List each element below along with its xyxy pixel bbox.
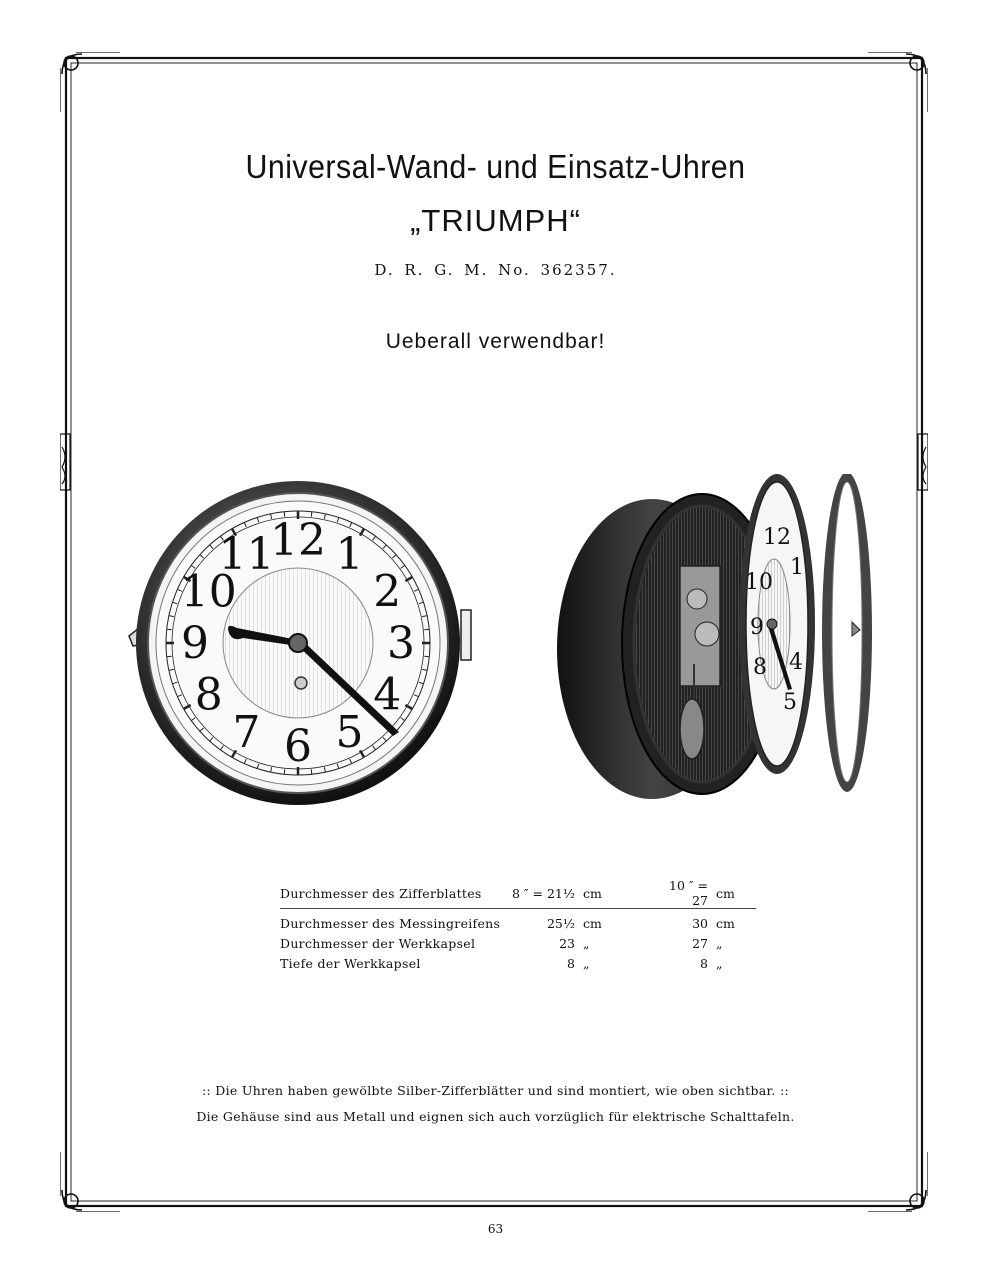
spec-value-small: 8 ″ = 21½ xyxy=(505,878,583,909)
clock-numeral: 11 xyxy=(218,528,275,580)
svg-text:8: 8 xyxy=(753,655,767,680)
spec-unit-large: cm xyxy=(716,915,735,931)
clock-numeral: 1 xyxy=(335,528,364,580)
svg-text:4: 4 xyxy=(789,650,803,675)
svg-text:9: 9 xyxy=(750,615,764,640)
spec-row xyxy=(280,953,756,973)
svg-text:1: 1 xyxy=(790,555,804,580)
spec-unit-small: cm xyxy=(583,915,602,931)
spec-row xyxy=(280,933,756,953)
spec-value-large: 8 xyxy=(700,955,708,971)
clock-numeral: 4 xyxy=(373,669,402,721)
spec-unit-small: cm xyxy=(583,878,653,909)
spec-unit-large: cm xyxy=(716,878,756,909)
spec-value-large: 30 xyxy=(692,915,708,931)
spec-label: Durchmesser der Werkkapsel xyxy=(280,935,476,951)
clock-numeral: 10 xyxy=(180,566,237,618)
specifications-table xyxy=(280,878,756,973)
clock-numeral: 8 xyxy=(194,669,223,721)
clock-numeral: 2 xyxy=(373,566,402,618)
spec-value-large: 10 ″ = 27 xyxy=(653,878,716,909)
svg-text:12: 12 xyxy=(763,525,791,550)
wall-clock-open-illustration xyxy=(552,474,882,804)
spec-unit-large: „ xyxy=(716,935,723,951)
svg-text:10: 10 xyxy=(745,570,773,595)
spec-value-large: 27 xyxy=(692,935,708,951)
product-name: „TRIUMPH“ xyxy=(410,203,581,238)
spec-row xyxy=(280,909,756,934)
clock-numeral: 3 xyxy=(387,618,415,669)
slogan: Ueberall verwendbar! xyxy=(385,330,606,353)
clock-numeral: 12 xyxy=(270,515,326,566)
clock-numeral: 7 xyxy=(232,707,261,759)
spec-value-small: 23 xyxy=(559,935,575,951)
spec-label: Durchmesser des Zifferblattes xyxy=(280,878,505,909)
clock-numeral: 5 xyxy=(335,707,364,759)
spec-value-small: 8 xyxy=(567,955,575,971)
spec-row xyxy=(280,878,756,909)
note-cases: Die Gehäuse sind aus Metall und eignen sich auch vorzüglich für elektrische Schalttafeln. xyxy=(196,1109,795,1124)
spec-unit-large: „ xyxy=(716,955,723,971)
spec-label: Tiefe der Werkkapsel xyxy=(280,955,421,971)
page-title: Universal-Wand- und Einsatz-Uhren xyxy=(245,148,746,185)
wall-clock-front-illustration xyxy=(125,478,475,808)
patent-number: D. R. G. M. No. 362357. xyxy=(374,261,617,279)
note-dials: :: Die Uhren haben gewölbte Silber-Zifferblätter und sind montiert, wie oben sichtbar. :: xyxy=(202,1083,789,1098)
spec-unit-small: „ xyxy=(583,935,590,951)
page-number: 63 xyxy=(487,1222,504,1236)
svg-text:5: 5 xyxy=(783,690,797,715)
spec-label: Durchmesser des Messingreifens xyxy=(280,915,501,931)
clock-numeral: 6 xyxy=(284,721,312,772)
spec-unit-small: „ xyxy=(583,955,590,971)
spec-value-small: 25½ xyxy=(546,915,575,931)
clock-numeral: 9 xyxy=(181,618,209,669)
